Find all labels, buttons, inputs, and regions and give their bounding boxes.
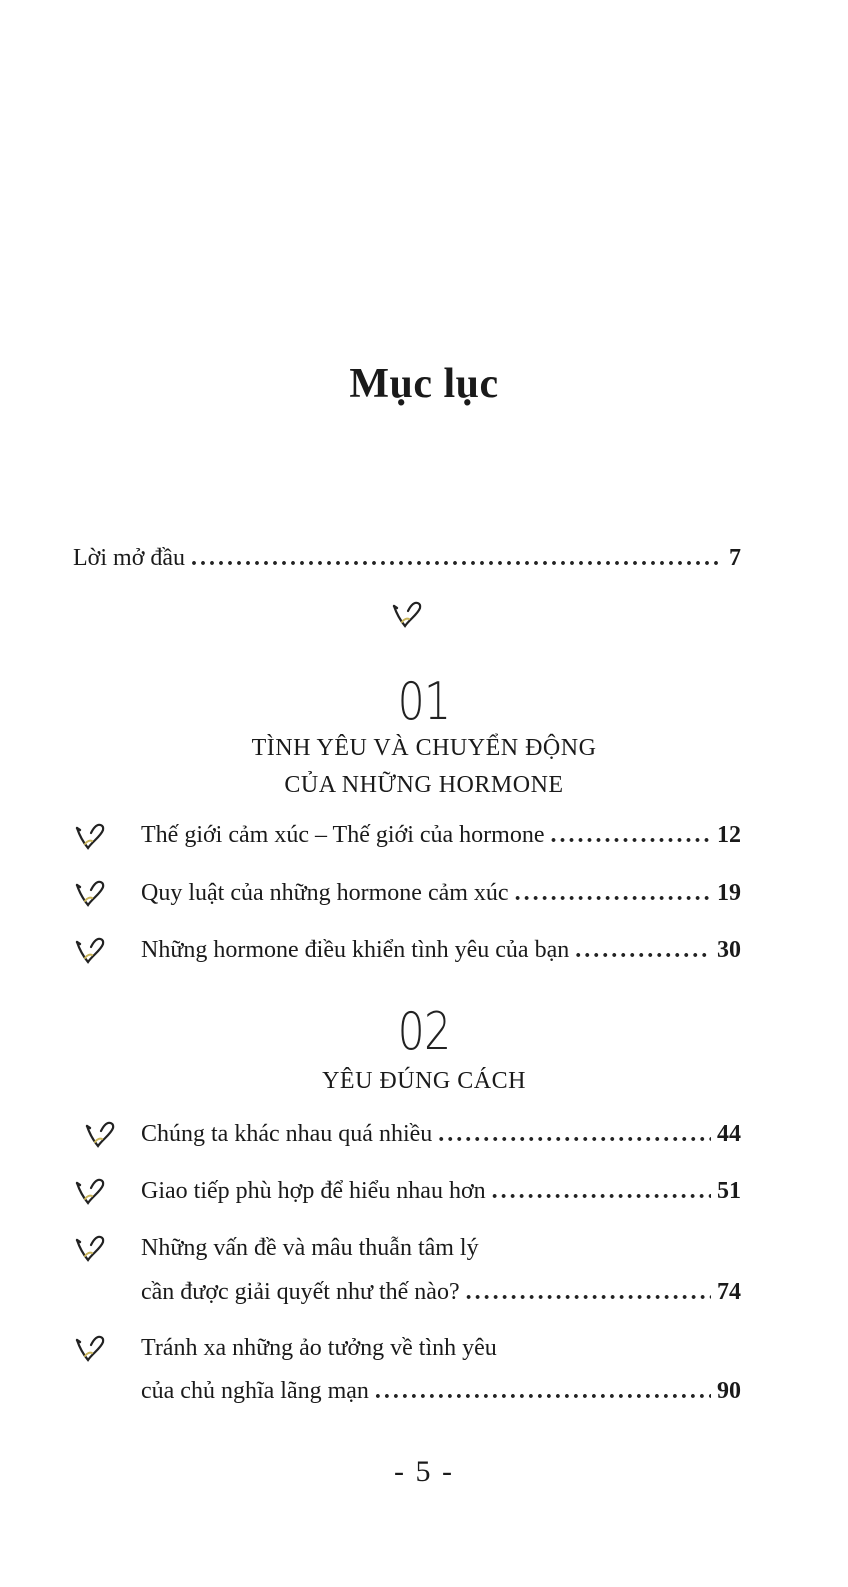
toc-entry-page: 51 [717, 1178, 741, 1204]
toc-entry-label: của chủ nghĩa lãng mạn [141, 1378, 369, 1404]
toc-entry-label: Lời mở đầu [73, 545, 186, 571]
toc-entry-label: Những hormone điều khiển tình yêu của bạn [141, 937, 570, 963]
heart-outline-icon [74, 879, 108, 909]
toc-entry-page: 19 [717, 880, 741, 906]
toc-entry-label: cần được giải quyết như thế nào? [141, 1279, 460, 1305]
chapter-1-number: 01 [397, 672, 451, 732]
chapter-2-title-line1: YÊU ĐÚNG CÁCH [322, 1068, 526, 1094]
leader-dots [438, 1121, 711, 1148]
toc-entry-page: 90 [717, 1378, 741, 1404]
toc-entry-page: 30 [717, 937, 741, 963]
heart-outline-icon [74, 822, 108, 852]
toc-entry-1-3[interactable] [141, 937, 741, 964]
chapter-1-title-line2: CỦA NHỮNG HORMONE [284, 772, 564, 798]
page-number: - 5 - [394, 1455, 454, 1488]
heart-outline-icon [74, 1234, 108, 1264]
toc-entry-label: Quy luật của những hormone cảm xúc [141, 880, 509, 906]
heart-outline-icon [74, 1177, 108, 1207]
toc-entry-label: Giao tiếp phù hợp để hiểu nhau hơn [141, 1178, 486, 1204]
toc-entry-2-3[interactable] [141, 1279, 741, 1306]
leader-dots [575, 937, 711, 964]
toc-entry-intro[interactable] [73, 545, 741, 572]
toc-entry-2-4-line1[interactable]: Tránh xa những ảo tưởng về tình yêu [141, 1335, 497, 1361]
toc-entry-label: Chúng ta khác nhau quá nhiều [141, 1121, 433, 1147]
leader-dots [492, 1178, 711, 1205]
toc-entry-page: 44 [717, 1121, 741, 1147]
toc-entry-2-3-line1[interactable]: Những vấn đề và mâu thuẫn tâm lý [141, 1235, 479, 1261]
toc-entry-2-4[interactable] [141, 1378, 741, 1405]
leader-dots [191, 545, 723, 572]
chapter-1-title-line1: TÌNH YÊU VÀ CHUYỂN ĐỘNG [251, 735, 597, 761]
toc-entry-page: 74 [717, 1279, 741, 1305]
page-title: Mục lục [349, 361, 499, 407]
toc-entry-1-1[interactable] [141, 822, 741, 849]
leader-dots [375, 1378, 711, 1405]
leader-dots [466, 1279, 711, 1306]
toc-entry-2-1[interactable] [141, 1121, 741, 1148]
heart-outline-icon [84, 1120, 118, 1150]
leader-dots [551, 822, 712, 849]
chapter-2-number: 02 [397, 1002, 451, 1062]
heart-outline-icon [391, 600, 425, 630]
leader-dots [515, 880, 711, 907]
toc-entry-label: Thế giới cảm xúc – Thế giới của hormone [141, 822, 545, 848]
toc-entry-page: 7 [729, 545, 741, 571]
toc-entry-2-2[interactable] [141, 1178, 741, 1205]
heart-outline-icon [74, 936, 108, 966]
toc-entry-1-2[interactable] [141, 880, 741, 907]
toc-entry-page: 12 [717, 822, 741, 848]
heart-outline-icon [74, 1334, 108, 1364]
